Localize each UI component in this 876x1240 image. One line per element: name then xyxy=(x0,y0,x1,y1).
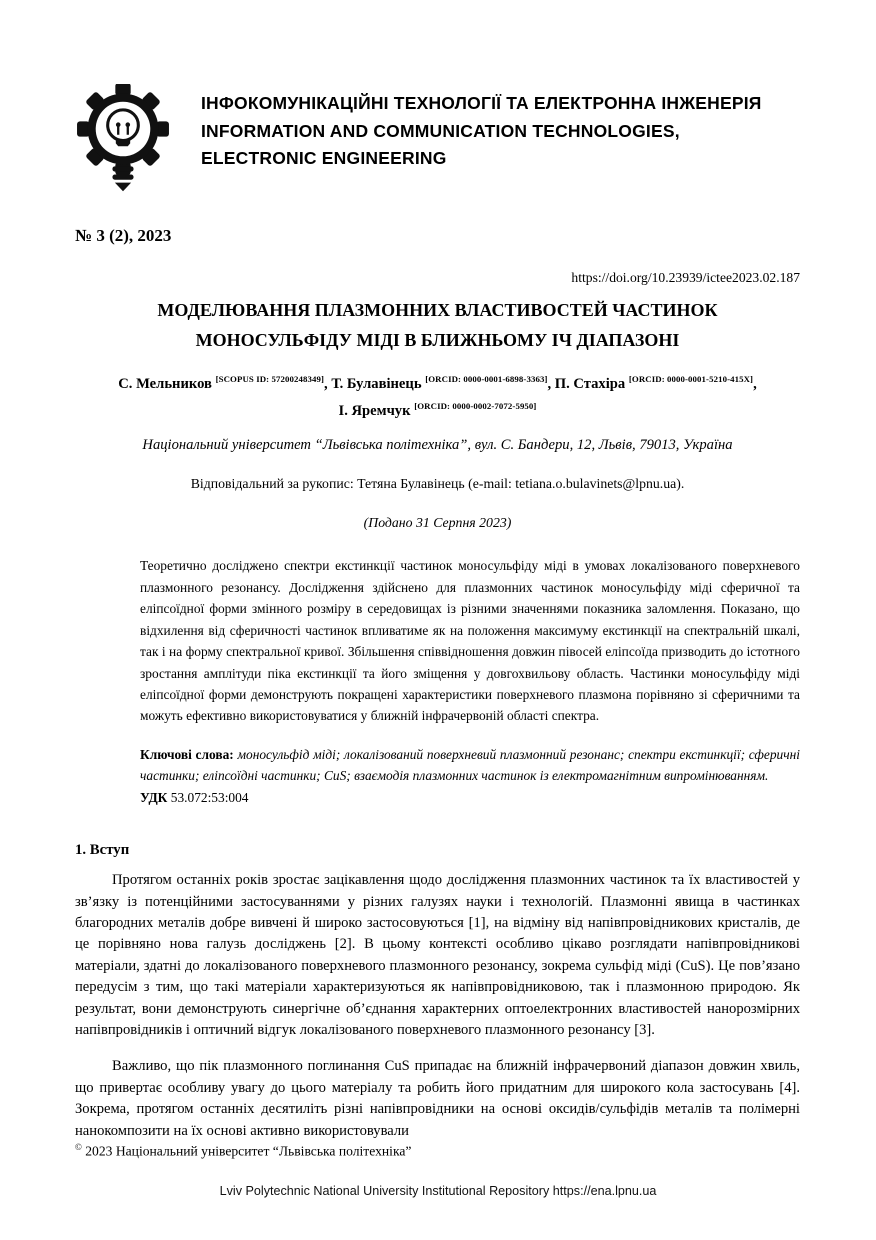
article-title-line-1: МОДЕЛЮВАННЯ ПЛАЗМОННИХ ВЛАСТИВОСТЕЙ ЧАСТИНОК xyxy=(157,300,718,320)
journal-header xyxy=(75,84,800,202)
authors-line-2 xyxy=(75,398,800,425)
author-separator: , xyxy=(324,376,332,393)
authors-line-1 xyxy=(75,371,800,398)
article-title-line-2: МОНОСУЛЬФІДУ МІДІ В БЛИЖНЬОМУ ІЧ ДІАПАЗОНІ xyxy=(195,329,680,350)
keywords-block xyxy=(140,744,800,808)
correspondence-line: Відповідальний за рукопис: Тетяна Булавінець (e-mail: tetiana.o.bulavinets@lpnu.ua). xyxy=(190,476,685,492)
author-id-badge: [ORCID: 0000-0001-6898-3363] xyxy=(425,374,548,385)
udc-value: 53.072:53:004 xyxy=(170,789,249,805)
intro-paragraph-1: Протягом останніх років зростає зацікавлення щодо дослідження плазмонних частинок та їх властивостей у зв’язку із потенційними застосуваннями у різних галузях науки і технологій. Плазмонні явища в частинках благородних металів добре вивчені й широко застосовуються [1], на відміну від напівпровідникових кристалів, де це порівняно нова галузь досліджень [2]. В цьому контексті особливо цікаво розглядати напівпровідникові матеріали, здатні до локалізованого поверхневого плазмонного резонансу, зокрема сульфід міді (CuS). Це пов’язано передусім з тим, що такі матеріали характеризуються як напівпровідниковою, так і плазмонною природою. Як результат, вони демонструють синергічне об’єднання характерних оптоелектронних властивостей нанорозмірних напівпровідників і оптичний відгук локалізованого поверхневого плазмонного резонансу [3]. xyxy=(75,872,800,1039)
journal-logo xyxy=(75,84,171,202)
udc-label: УДК xyxy=(140,789,168,805)
author-id-badge: [ORCID: 0000-0001-5210-415X] xyxy=(628,374,754,385)
author-name: І. Яремчук xyxy=(338,403,411,420)
journal-title-uk: ІНФОКОМУНІКАЦІЙНІ ТЕХНОЛОГІЇ ТА ЕЛЕКТРОННА ІНЖЕНЕРІЯ xyxy=(201,93,762,113)
lightbulb-gear-icon xyxy=(75,84,171,197)
intro-paragraph-2: Важливо, що пік плазмонного поглинання CuS припадає на ближній інфрачервоний діапазон довжин хвиль, що привертає особливу увагу до цього матеріалу та робить його придатним для широкого кола застосувань [4]. Зокрема, протягом останніх десятиліть різні напівпровідники на основі оксидів/сульфідів металів та полімерні нанокомпозити на їх основі активно використовували xyxy=(75,1058,800,1139)
keywords-line xyxy=(140,744,800,787)
author-name: С. Мельников xyxy=(118,376,212,393)
submitted-date: (Подано 31 Серпня 2023) xyxy=(363,515,512,531)
copyright-symbol: © xyxy=(75,1142,82,1152)
copyright-text: 2023 Національний університет “Львівська політехніка” xyxy=(81,1143,412,1159)
issue-number: № 3 (2), 2023 xyxy=(75,226,172,245)
copyright-line xyxy=(75,1142,411,1160)
article-title xyxy=(75,296,800,355)
author-name: Т. Булавінець xyxy=(331,376,422,393)
author-name: П. Стахіра xyxy=(554,376,626,393)
section-heading-intro: 1. Вступ xyxy=(75,842,130,859)
abstract: Теоретично досліджено спектри екстинкції частинок моносульфіду міді в умовах локалізованого поверхневого плазмонного резонансу. Дослідження здійснено для плазмонних частинок моносульфіду міді сферичної та еліпсоїдної форми змінного розміру в середовищах із різними значеннями показника заломлення. Показано, що відхилення від сферичності частинок впливатиме як на положення максимуму екстинкції на спектральній шкалі, так і на форму спектральної кривої. Збільшення співвідношення довжин півосей еліпсоїда призводить до істотного зростання амплітуди піка екстинкції та його зміщення у довгохвильову область. Частинки моносульфіду міді еліпсоїдної форми демонструють покращені характеристики поверхневого плазмона порівняно зі сферичними та можуть ефективно використовуватися у ближній інфрачервоній області спектра. xyxy=(140,558,800,724)
doi-link[interactable]: https://doi.org/10.23939/ictee2023.02.187 xyxy=(571,270,800,285)
journal-title-en-1: INFORMATION AND COMMUNICATION TECHNOLOGIES, xyxy=(201,120,680,141)
affiliation: Національний університет “Львівська політехніка”, вул. С. Бандери, 12, Львів, 79013, Україна xyxy=(142,437,733,454)
author-separator: , xyxy=(547,376,555,393)
keywords-text: моносульфід міді; локалізований поверхневий плазмонний резонанс; спектри екстинкції; сферичні частинки; еліпсоїдні частинки; CuS; взаємодія плазмонних частинок із електромагнітним випромінюванням. xyxy=(140,746,800,784)
journal-title-en-2: ELECTRONIC ENGINEERING xyxy=(201,148,447,169)
author-id-badge: [SCOPUS ID: 57200248349] xyxy=(215,374,325,385)
author-separator: , xyxy=(753,376,757,393)
keywords-label: Ключові слова: xyxy=(140,746,234,762)
repository-footer: Lviv Polytechnic National University Institutional Repository https://ena.lpnu.ua xyxy=(219,1184,657,1198)
authors-block xyxy=(75,371,800,425)
author-id-badge: [ORCID: 0000-0002-7072-5950] xyxy=(414,401,537,412)
journal-titles xyxy=(201,84,762,173)
doi-line xyxy=(75,270,800,286)
udc-line xyxy=(140,787,800,808)
